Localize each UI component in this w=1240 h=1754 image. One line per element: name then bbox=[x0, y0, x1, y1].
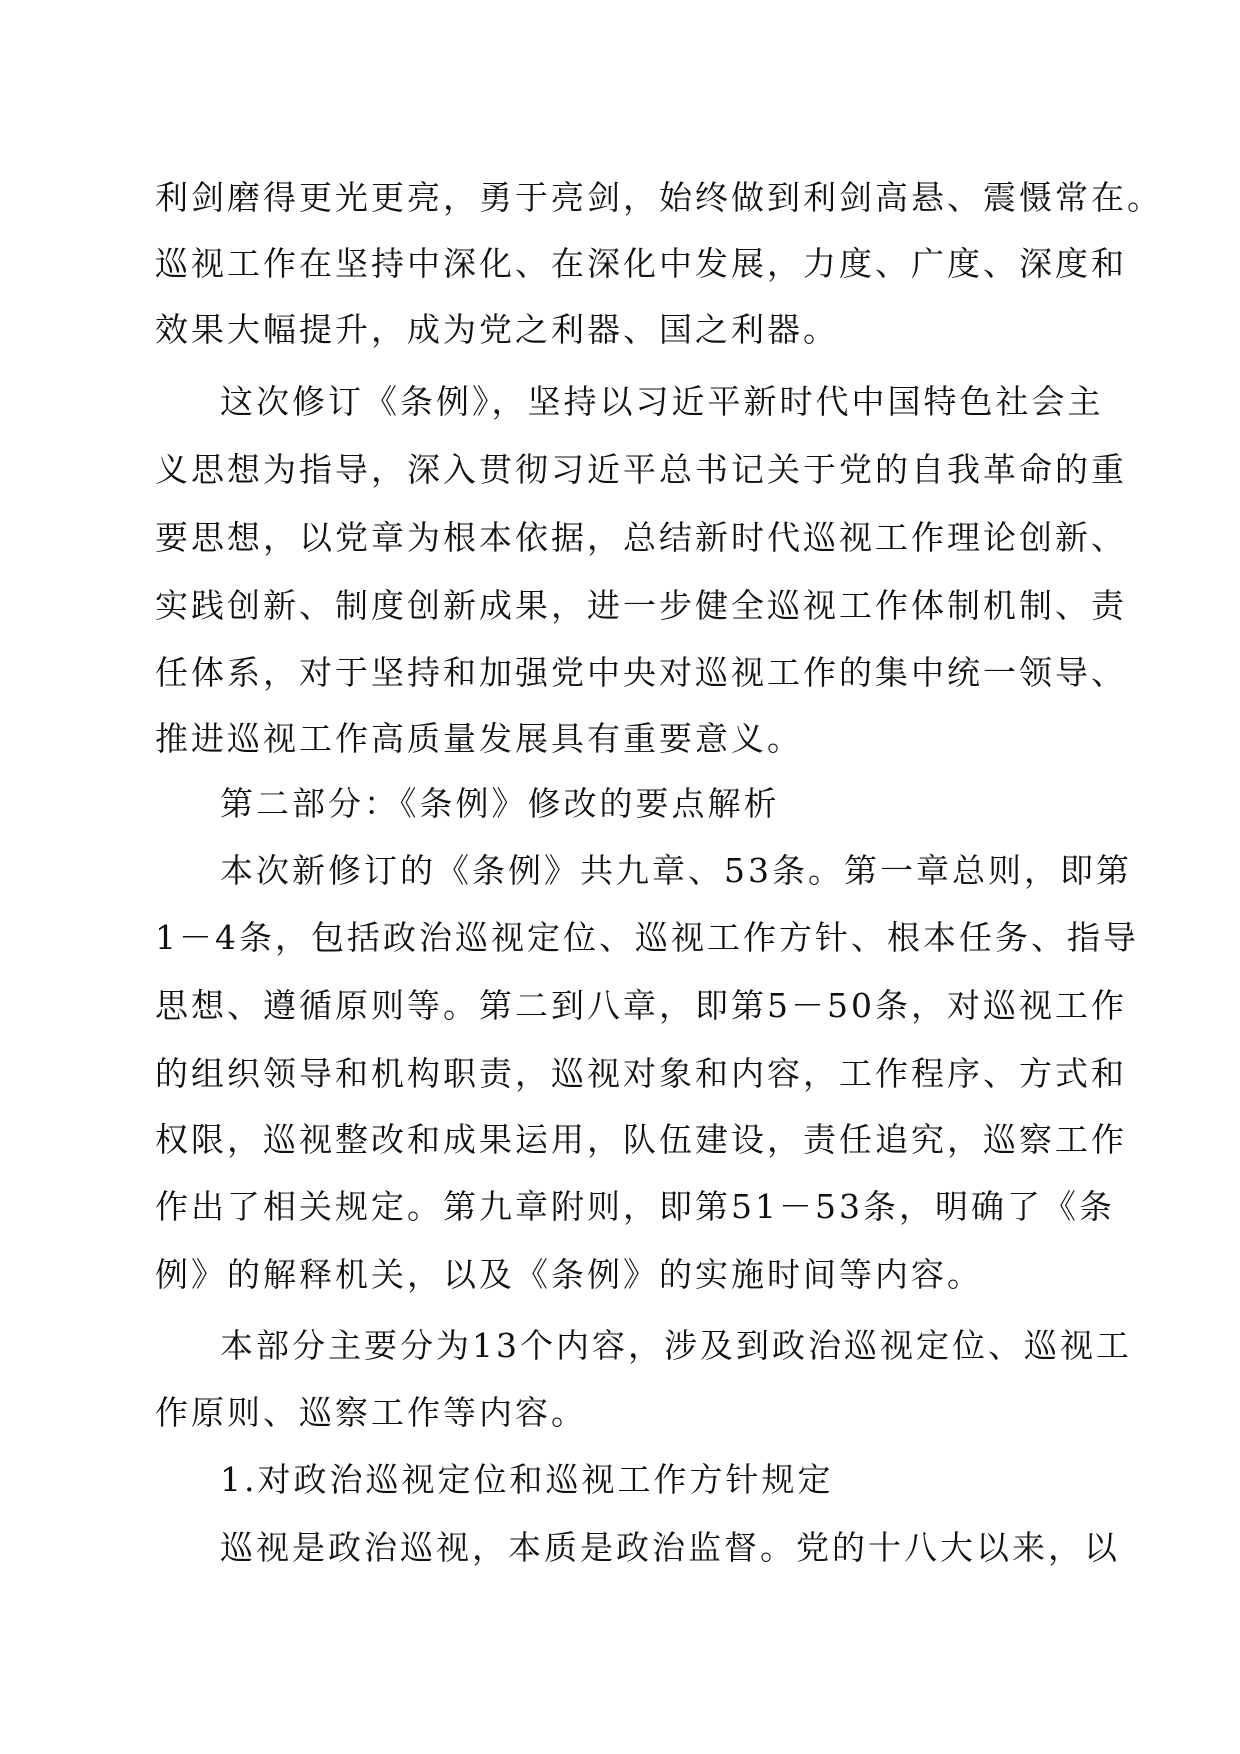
text-line: 这次修订《条例》，坚持以习近平新时代中国特色社会主 bbox=[220, 382, 1104, 421]
text-line: 要思想，以党章为根本依据，总结新时代巡视工作理论创新、 bbox=[155, 518, 1127, 557]
text-line: 例》的解释机关，以及《条例》的实施时间等内容。 bbox=[155, 1255, 983, 1294]
text-line: 利剑磨得更光更亮，勇于亮剑，始终做到利剑高悬、震慑常在。 bbox=[155, 178, 1163, 217]
text-line: 思想、遵循原则等。第二到八章，即第5－50条，对巡视工作 bbox=[155, 986, 1127, 1025]
text-line: 巡视是政治巡视，本质是政治监督。党的十八大以来，以 bbox=[220, 1528, 1120, 1567]
text-line: 实践创新、制度创新成果，进一步健全巡视工作体制机制、责 bbox=[155, 586, 1127, 625]
text-line: 推进巡视工作高质量发展具有重要意义。 bbox=[155, 719, 803, 758]
text-line: 任体系，对于坚持和加强党中央对巡视工作的集中统一领导、 bbox=[155, 653, 1127, 692]
text-line: 本部分主要分为13个内容，涉及到政治巡视定位、巡视工 bbox=[220, 1326, 1132, 1365]
text-line: 权限，巡视整改和成果运用，队伍建设，责任追究，巡察工作 bbox=[155, 1120, 1127, 1159]
text-line: 效果大幅提升，成为党之利器、国之利器。 bbox=[155, 310, 839, 349]
text-line: 作原则、巡察工作等内容。 bbox=[155, 1393, 587, 1432]
text-line: 本次新修订的《条例》共九章、53条。第一章总则，即第 bbox=[220, 851, 1132, 890]
text-line: 义思想为指导，深入贯彻习近平总书记关于党的自我革命的重 bbox=[155, 450, 1127, 489]
text-line: 巡视工作在坚持中深化、在深化中发展，力度、广度、深度和 bbox=[155, 244, 1127, 283]
text-line: 作出了相关规定。第九章附则，即第51－53条，明确了《条 bbox=[155, 1187, 1115, 1226]
subsection-heading: 1.对政治巡视定位和巡视工作方针规定 bbox=[220, 1460, 834, 1499]
section-heading: 第二部分：《条例》修改的要点解析 bbox=[220, 784, 780, 823]
text-line: 的组织领导和机构职责，巡视对象和内容，工作程序、方式和 bbox=[155, 1054, 1127, 1093]
text-line: 1－4条，包括政治巡视定位、巡视工作方针、根本任务、指导 bbox=[155, 918, 1139, 957]
